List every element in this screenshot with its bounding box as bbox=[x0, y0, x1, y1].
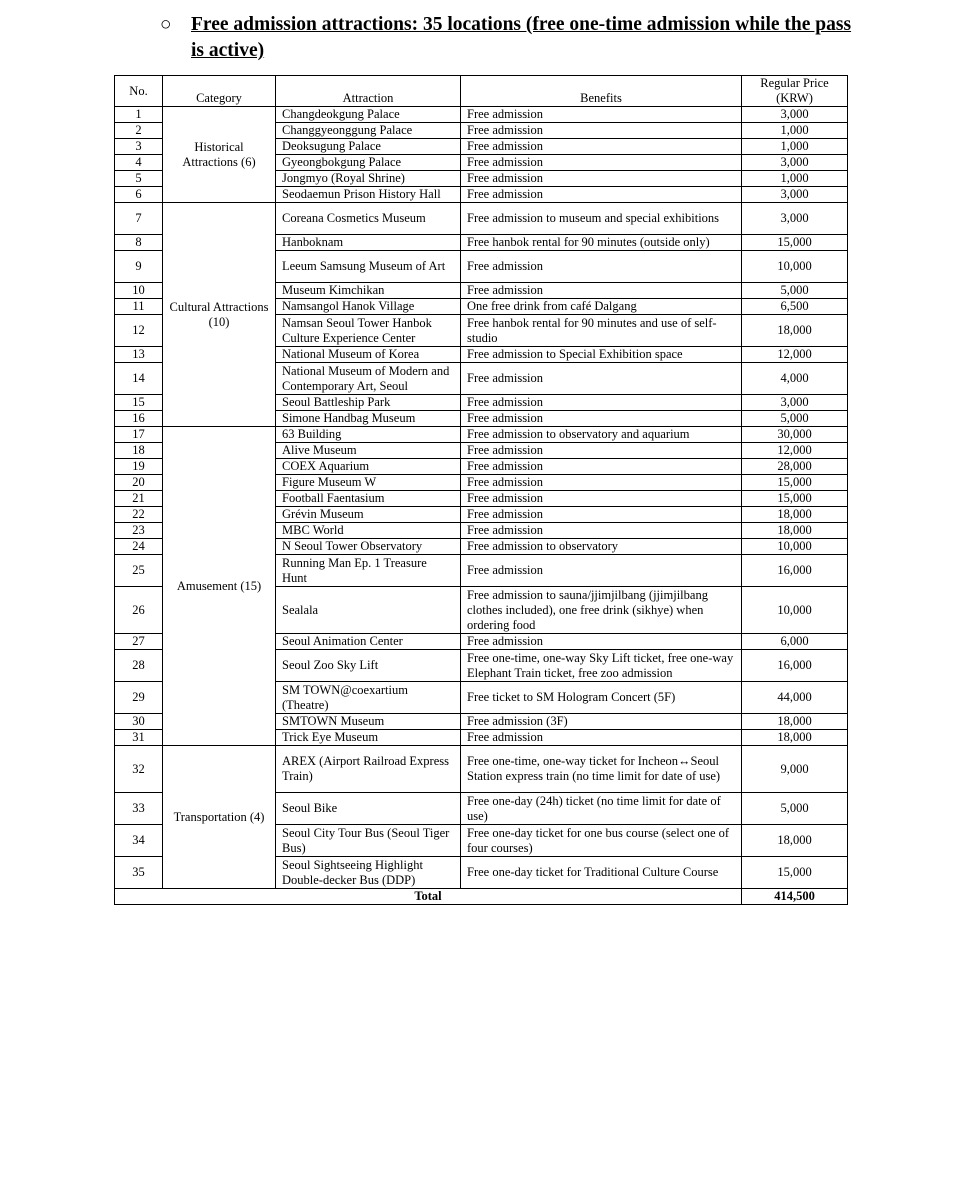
benefit-text: Free one-time, one-way Sky Lift ticket, free one-way Elephant Train ticket, free zoo admission bbox=[461, 650, 742, 682]
attraction-name: Namsangol Hanok Village bbox=[276, 299, 461, 315]
benefit-text: Free admission bbox=[461, 523, 742, 539]
attraction-name: Figure Museum W bbox=[276, 475, 461, 491]
attraction-name: Seodaemun Prison History Hall bbox=[276, 187, 461, 203]
attraction-name: SM TOWN@coexartium (Theatre) bbox=[276, 682, 461, 714]
benefit-text: Free admission (3F) bbox=[461, 714, 742, 730]
benefit-text: Free admission bbox=[461, 475, 742, 491]
regular-price: 30,000 bbox=[742, 427, 848, 443]
header-no: No. bbox=[115, 76, 163, 107]
regular-price: 3,000 bbox=[742, 107, 848, 123]
regular-price: 6,000 bbox=[742, 634, 848, 650]
benefit-text: Free one-time, one-way ticket for Incheon↔Seoul Station express train (no time limit for date of use) bbox=[461, 746, 742, 793]
page-heading bbox=[160, 12, 860, 64]
benefit-text: Free admission to observatory and aquarium bbox=[461, 427, 742, 443]
attraction-name: Grévin Museum bbox=[276, 507, 461, 523]
benefit-text: Free hanbok rental for 90 minutes (outside only) bbox=[461, 235, 742, 251]
table-row bbox=[115, 427, 848, 443]
row-number: 17 bbox=[115, 427, 163, 443]
benefit-text: Free admission bbox=[461, 507, 742, 523]
regular-price: 1,000 bbox=[742, 171, 848, 187]
attraction-name: Seoul Battleship Park bbox=[276, 395, 461, 411]
row-number: 22 bbox=[115, 507, 163, 523]
regular-price: 3,000 bbox=[742, 395, 848, 411]
attraction-name: N Seoul Tower Observatory bbox=[276, 539, 461, 555]
attraction-name: Sealala bbox=[276, 587, 461, 634]
attraction-name: Simone Handbag Museum bbox=[276, 411, 461, 427]
benefit-text: Free admission bbox=[461, 491, 742, 507]
attraction-name: Leeum Samsung Museum of Art bbox=[276, 251, 461, 283]
benefit-text: Free admission bbox=[461, 443, 742, 459]
row-number: 31 bbox=[115, 730, 163, 746]
row-number: 8 bbox=[115, 235, 163, 251]
benefit-text: Free one-day ticket for one bus course (select one of four courses) bbox=[461, 825, 742, 857]
attraction-name: Changgyeonggung Palace bbox=[276, 123, 461, 139]
attraction-name: COEX Aquarium bbox=[276, 459, 461, 475]
benefit-text: Free admission bbox=[461, 171, 742, 187]
attraction-name: Football Faentasium bbox=[276, 491, 461, 507]
total-label: Total bbox=[115, 889, 742, 905]
row-number: 20 bbox=[115, 475, 163, 491]
row-number: 1 bbox=[115, 107, 163, 123]
regular-price: 10,000 bbox=[742, 251, 848, 283]
row-number: 25 bbox=[115, 555, 163, 587]
regular-price: 15,000 bbox=[742, 235, 848, 251]
regular-price: 5,000 bbox=[742, 411, 848, 427]
regular-price: 18,000 bbox=[742, 714, 848, 730]
attraction-name: National Museum of Korea bbox=[276, 347, 461, 363]
attraction-name: Namsan Seoul Tower Hanbok Culture Experience Center bbox=[276, 315, 461, 347]
regular-price: 44,000 bbox=[742, 682, 848, 714]
regular-price: 18,000 bbox=[742, 315, 848, 347]
row-number: 16 bbox=[115, 411, 163, 427]
attraction-name: Hanboknam bbox=[276, 235, 461, 251]
header-category: Category bbox=[163, 76, 276, 107]
row-number: 28 bbox=[115, 650, 163, 682]
benefit-text: Free admission bbox=[461, 395, 742, 411]
header-benefits: Benefits bbox=[461, 76, 742, 107]
benefit-text: Free admission bbox=[461, 730, 742, 746]
benefit-text: Free one-day ticket for Traditional Culture Course bbox=[461, 857, 742, 889]
regular-price: 1,000 bbox=[742, 139, 848, 155]
row-number: 12 bbox=[115, 315, 163, 347]
benefit-text: Free admission bbox=[461, 411, 742, 427]
regular-price: 16,000 bbox=[742, 650, 848, 682]
attraction-name: Seoul City Tour Bus (Seoul Tiger Bus) bbox=[276, 825, 461, 857]
benefit-text: Free admission bbox=[461, 123, 742, 139]
regular-price: 15,000 bbox=[742, 491, 848, 507]
attraction-name: Jongmyo (Royal Shrine) bbox=[276, 171, 461, 187]
row-number: 2 bbox=[115, 123, 163, 139]
row-number: 11 bbox=[115, 299, 163, 315]
attraction-name: Running Man Ep. 1 Treasure Hunt bbox=[276, 555, 461, 587]
row-number: 4 bbox=[115, 155, 163, 171]
row-number: 30 bbox=[115, 714, 163, 730]
regular-price: 1,000 bbox=[742, 123, 848, 139]
category-cell: Amusement (15) bbox=[163, 427, 276, 746]
row-number: 6 bbox=[115, 187, 163, 203]
table-row bbox=[115, 746, 848, 793]
category-cell: Transportation (4) bbox=[163, 746, 276, 889]
attraction-name: Deoksugung Palace bbox=[276, 139, 461, 155]
benefit-text: Free one-day (24h) ticket (no time limit for date of use) bbox=[461, 793, 742, 825]
row-number: 29 bbox=[115, 682, 163, 714]
regular-price: 5,000 bbox=[742, 793, 848, 825]
row-number: 19 bbox=[115, 459, 163, 475]
attraction-name: Gyeongbokgung Palace bbox=[276, 155, 461, 171]
regular-price: 4,000 bbox=[742, 363, 848, 395]
row-number: 10 bbox=[115, 283, 163, 299]
benefit-text: Free admission bbox=[461, 139, 742, 155]
attraction-name: Seoul Sightseeing Highlight Double-decker Bus (DDP) bbox=[276, 857, 461, 889]
row-number: 5 bbox=[115, 171, 163, 187]
row-number: 21 bbox=[115, 491, 163, 507]
row-number: 34 bbox=[115, 825, 163, 857]
benefit-text: Free admission bbox=[461, 187, 742, 203]
benefit-text: Free admission bbox=[461, 283, 742, 299]
regular-price: 18,000 bbox=[742, 523, 848, 539]
row-number: 7 bbox=[115, 203, 163, 235]
row-number: 15 bbox=[115, 395, 163, 411]
page-title: Free admission attractions: 35 locations (free one-time admission while the pass is active) bbox=[191, 14, 852, 61]
attraction-name: Seoul Bike bbox=[276, 793, 461, 825]
attraction-name: 63 Building bbox=[276, 427, 461, 443]
row-number: 24 bbox=[115, 539, 163, 555]
regular-price: 16,000 bbox=[742, 555, 848, 587]
benefit-text: Free admission to Special Exhibition space bbox=[461, 347, 742, 363]
category-cell: Cultural Attractions (10) bbox=[163, 203, 276, 427]
attraction-name: MBC World bbox=[276, 523, 461, 539]
regular-price: 10,000 bbox=[742, 539, 848, 555]
benefit-text: Free hanbok rental for 90 minutes and use of self-studio bbox=[461, 315, 742, 347]
table-header-row bbox=[115, 76, 848, 107]
benefit-text: Free admission bbox=[461, 555, 742, 587]
benefit-text: Free ticket to SM Hologram Concert (5F) bbox=[461, 682, 742, 714]
regular-price: 12,000 bbox=[742, 347, 848, 363]
regular-price: 18,000 bbox=[742, 507, 848, 523]
regular-price: 6,500 bbox=[742, 299, 848, 315]
benefit-text: Free admission bbox=[461, 634, 742, 650]
table-row bbox=[115, 107, 848, 123]
benefit-text: One free drink from café Dalgang bbox=[461, 299, 742, 315]
total-row bbox=[115, 889, 848, 905]
attraction-name: Trick Eye Museum bbox=[276, 730, 461, 746]
benefit-text: Free admission bbox=[461, 251, 742, 283]
regular-price: 15,000 bbox=[742, 857, 848, 889]
attraction-name: Seoul Zoo Sky Lift bbox=[276, 650, 461, 682]
row-number: 18 bbox=[115, 443, 163, 459]
benefit-text: Free admission to observatory bbox=[461, 539, 742, 555]
regular-price: 18,000 bbox=[742, 730, 848, 746]
regular-price: 28,000 bbox=[742, 459, 848, 475]
benefit-text: Free admission bbox=[461, 107, 742, 123]
benefit-text: Free admission bbox=[461, 363, 742, 395]
row-number: 26 bbox=[115, 587, 163, 634]
header-price: Regular Price (KRW) bbox=[742, 76, 848, 107]
row-number: 9 bbox=[115, 251, 163, 283]
attraction-name: Museum Kimchikan bbox=[276, 283, 461, 299]
regular-price: 15,000 bbox=[742, 475, 848, 491]
row-number: 32 bbox=[115, 746, 163, 793]
regular-price: 3,000 bbox=[742, 187, 848, 203]
row-number: 35 bbox=[115, 857, 163, 889]
regular-price: 3,000 bbox=[742, 203, 848, 235]
row-number: 33 bbox=[115, 793, 163, 825]
benefit-text: Free admission to sauna/jjimjilbang (jjimjilbang clothes included), one free drink (sikhye) when ordering food bbox=[461, 587, 742, 634]
table-body bbox=[115, 107, 848, 889]
attraction-name: SMTOWN Museum bbox=[276, 714, 461, 730]
table-row bbox=[115, 203, 848, 235]
regular-price: 5,000 bbox=[742, 283, 848, 299]
row-number: 27 bbox=[115, 634, 163, 650]
total-price: 414,500 bbox=[742, 889, 848, 905]
benefit-text: Free admission bbox=[461, 459, 742, 475]
benefit-text: Free admission bbox=[461, 155, 742, 171]
benefit-text: Free admission to museum and special exhibitions bbox=[461, 203, 742, 235]
category-cell: Historical Attractions (6) bbox=[163, 107, 276, 203]
row-number: 23 bbox=[115, 523, 163, 539]
row-number: 3 bbox=[115, 139, 163, 155]
attractions-table bbox=[114, 75, 848, 905]
attraction-name: Alive Museum bbox=[276, 443, 461, 459]
attraction-name: Coreana Cosmetics Museum bbox=[276, 203, 461, 235]
bullet-circle-icon: ○ bbox=[160, 14, 172, 35]
regular-price: 9,000 bbox=[742, 746, 848, 793]
attraction-name: AREX (Airport Railroad Express Train) bbox=[276, 746, 461, 793]
row-number: 14 bbox=[115, 363, 163, 395]
regular-price: 12,000 bbox=[742, 443, 848, 459]
attraction-name: National Museum of Modern and Contemporary Art, Seoul bbox=[276, 363, 461, 395]
attraction-name: Changdeokgung Palace bbox=[276, 107, 461, 123]
regular-price: 18,000 bbox=[742, 825, 848, 857]
header-attraction: Attraction bbox=[276, 76, 461, 107]
row-number: 13 bbox=[115, 347, 163, 363]
regular-price: 3,000 bbox=[742, 155, 848, 171]
attraction-name: Seoul Animation Center bbox=[276, 634, 461, 650]
regular-price: 10,000 bbox=[742, 587, 848, 634]
